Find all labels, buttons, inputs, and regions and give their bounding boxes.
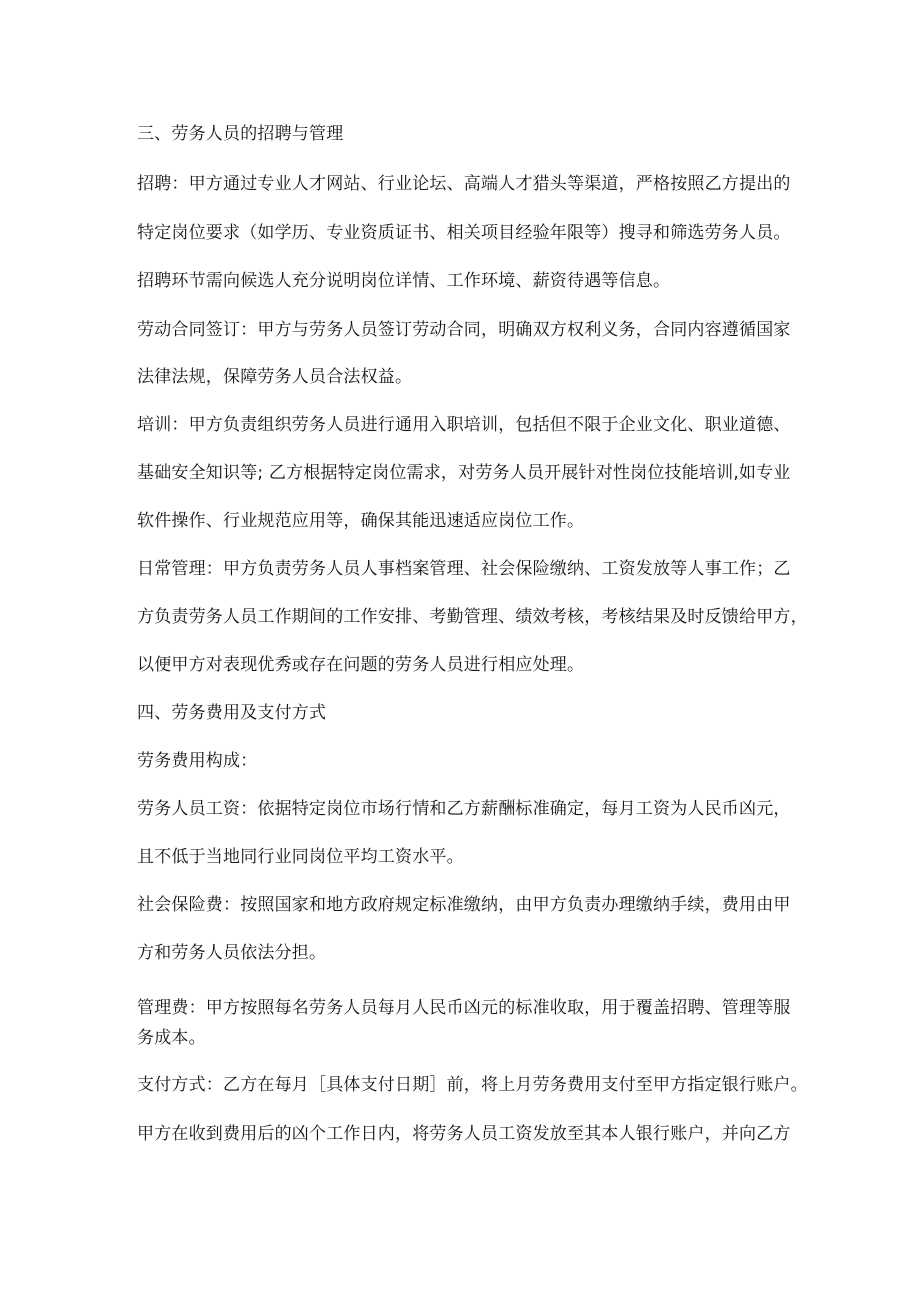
paragraph-line: 甲方在收到费用后的凶个工作日内，将劳务人员工资发放至其本人银行账户，并向乙方 <box>137 1124 791 1144</box>
paragraph-line: 特定岗位要求（如学历、专业资质证书、相关项目经验年限等）搜寻和筛选劳务人员。 <box>137 223 791 243</box>
paragraph-line: 劳动合同签订：甲方与劳务人员签订劳动合同，明确双方权利义务，合同内容遵循国家 <box>137 320 791 340</box>
paragraph-line: 且不低于当地同行业同岗位平均工资水平。 <box>137 847 464 867</box>
paragraph-line: 劳务人员工资：依据特定岗位市场行情和乙方薪酬标准确定，每月工资为人民币凶元， <box>137 799 791 819</box>
paragraph-line: 招聘：甲方通过专业人才网站、行业论坛、高端人才猎头等渠道，严格按照乙方提出的 <box>137 174 791 194</box>
section-heading-recruitment: 三、劳务人员的招聘与管理 <box>137 124 344 144</box>
paragraph-line: 以便甲方对表现优秀或存在问题的劳务人员进行相应处理。 <box>137 655 585 675</box>
paragraph-line: 软件操作、行业规范应用等，确保其能迅速适应岗位工作。 <box>137 511 585 531</box>
paragraph-line: 方负责劳务人员工作期间的工作安排、考勤管理、绩效考核，考核结果及时反馈给甲方， <box>137 607 808 627</box>
paragraph-line: 社会保险费：按照国家和地方政府规定标准缴纳，由甲方负责办理缴纳手续，费用由甲 <box>137 895 791 915</box>
paragraph-line: 基础安全知识等; 乙方根据特定岗位需求，对劳务人员开展针对性岗位技能培训,如专业 <box>137 463 791 483</box>
paragraph-line: 劳务费用构成： <box>137 751 258 771</box>
paragraph-line: 招聘环节需向候选人充分说明岗位详情、工作环境、薪资待遇等信息。 <box>137 271 671 291</box>
paragraph-line: 务成本。 <box>137 1028 206 1048</box>
section-heading-fees: 四、劳务费用及支付方式 <box>137 703 327 723</box>
paragraph-line: 管理费：甲方按照每名劳务人员每月人民币凶元的标准收取，用于覆盖招聘、管理等服 <box>137 998 791 1018</box>
paragraph-line: 日常管理：甲方负责劳务人员人事档案管理、社会保险缴纳、工资发放等人事工作；乙 <box>137 559 791 579</box>
paragraph-line: 培训：甲方负责组织劳务人员进行通用入职培训，包括但不限于企业文化、职业道德、 <box>137 415 791 435</box>
paragraph-line: 方和劳务人员依法分担。 <box>137 943 327 963</box>
paragraph-line: 法律法规，保障劳务人员合法权益。 <box>137 367 413 387</box>
paragraph-line: 支付方式：乙方在每月［具体支付日期］前，将上月劳务费用支付至甲方指定银行账户。 <box>137 1075 808 1095</box>
